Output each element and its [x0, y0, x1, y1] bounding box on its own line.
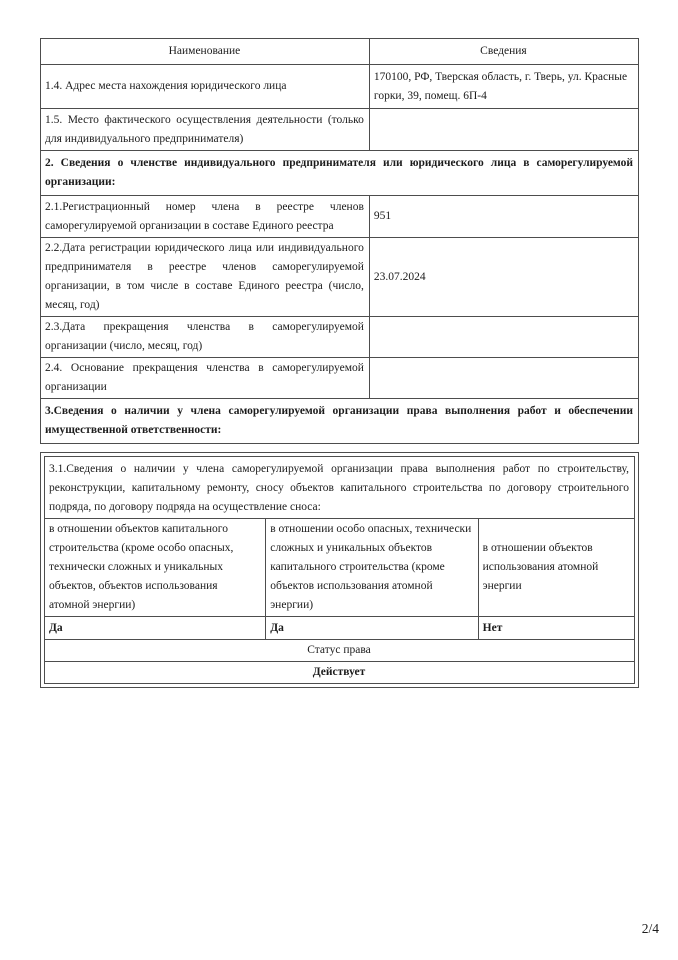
- table-row-2-2: [41, 238, 639, 317]
- rights-table-outer-box: [40, 452, 639, 688]
- section-2-title: 2. Сведения о членстве индивидуального предпринимателя или юридического лица в саморегулируемой организации:: [41, 151, 639, 196]
- row-2-3-value: [369, 317, 638, 358]
- section-2-header-row: [41, 151, 639, 196]
- rights-col-2-value: Да: [266, 617, 478, 640]
- row-1-5-value: [369, 109, 638, 151]
- rights-col-2-header: в отношении особо опасных, технически сложных и уникальных объектов капитального строительства (кроме объектов использования атомной энергии): [266, 519, 478, 617]
- row-2-1-value: 951: [369, 196, 638, 238]
- section-3-title: 3.Сведения о наличии у члена саморегулируемой организации права выполнения работ и обеспечении имущественной ответственности:: [41, 399, 639, 444]
- rights-values-row: [45, 617, 635, 640]
- table-row-1-5: [41, 109, 639, 151]
- rights-intro-row: [45, 457, 635, 519]
- table-row-2-3: [41, 317, 639, 358]
- rights-col-3-value: Нет: [478, 617, 634, 640]
- rights-col-3-header: в отношении объектов использования атомной энергии: [478, 519, 634, 617]
- column-header-info: Сведения: [369, 39, 638, 65]
- row-1-4-value: 170100, РФ, Тверская область, г. Тверь, ул. Красные горки, 39, помещ. 6П-4: [369, 65, 638, 109]
- table-row-2-4: [41, 358, 639, 399]
- row-2-2-label: 2.2.Дата регистрации юридического лица или индивидуального предпринимателя в реестре членов саморегулируемой организации, в том числе в составе Единого реестра (число, месяц, год): [41, 238, 370, 317]
- table-header-row: [41, 39, 639, 65]
- row-2-2-value: 23.07.2024: [369, 238, 638, 317]
- section-3-header-row: [41, 399, 639, 444]
- document-content: [40, 38, 639, 688]
- status-value-row: [45, 662, 635, 684]
- status-value: Действует: [45, 662, 635, 684]
- table-row-2-1: [41, 196, 639, 238]
- row-2-4-value: [369, 358, 638, 399]
- rights-table: [44, 456, 635, 684]
- rights-category-header-row: [45, 519, 635, 617]
- status-label-row: [45, 640, 635, 662]
- table-row-1-4: [41, 65, 639, 109]
- status-label: Статус права: [45, 640, 635, 662]
- row-2-1-label: 2.1.Регистрационный номер члена в реестре членов саморегулируемой организации в составе Единого реестра: [41, 196, 370, 238]
- rights-col-1-value: Да: [45, 617, 266, 640]
- rights-col-1-header: в отношении объектов капитального строительства (кроме особо опасных, технически сложных и уникальных объектов, объектов использования атомной энергии): [45, 519, 266, 617]
- rights-intro-text: 3.1.Сведения о наличии у члена саморегулируемой организации права выполнения работ по строительству, реконструкции, капитальному ремонту, сносу объектов капитального строительства по договору строительного подряда, по договору подряда на осуществление сноса:: [45, 457, 635, 519]
- page-number: 2/4: [641, 921, 659, 936]
- row-1-4-label: 1.4. Адрес места нахождения юридического лица: [41, 65, 370, 109]
- row-1-5-label: 1.5. Место фактического осуществления деятельности (только для индивидуального предпринимателя): [41, 109, 370, 151]
- column-header-name: Наименование: [41, 39, 370, 65]
- row-2-4-label: 2.4. Основание прекращения членства в саморегулируемой организации: [41, 358, 370, 399]
- registry-info-table: [40, 38, 639, 444]
- row-2-3-label: 2.3.Дата прекращения членства в саморегулируемой организации (число, месяц, год): [41, 317, 370, 358]
